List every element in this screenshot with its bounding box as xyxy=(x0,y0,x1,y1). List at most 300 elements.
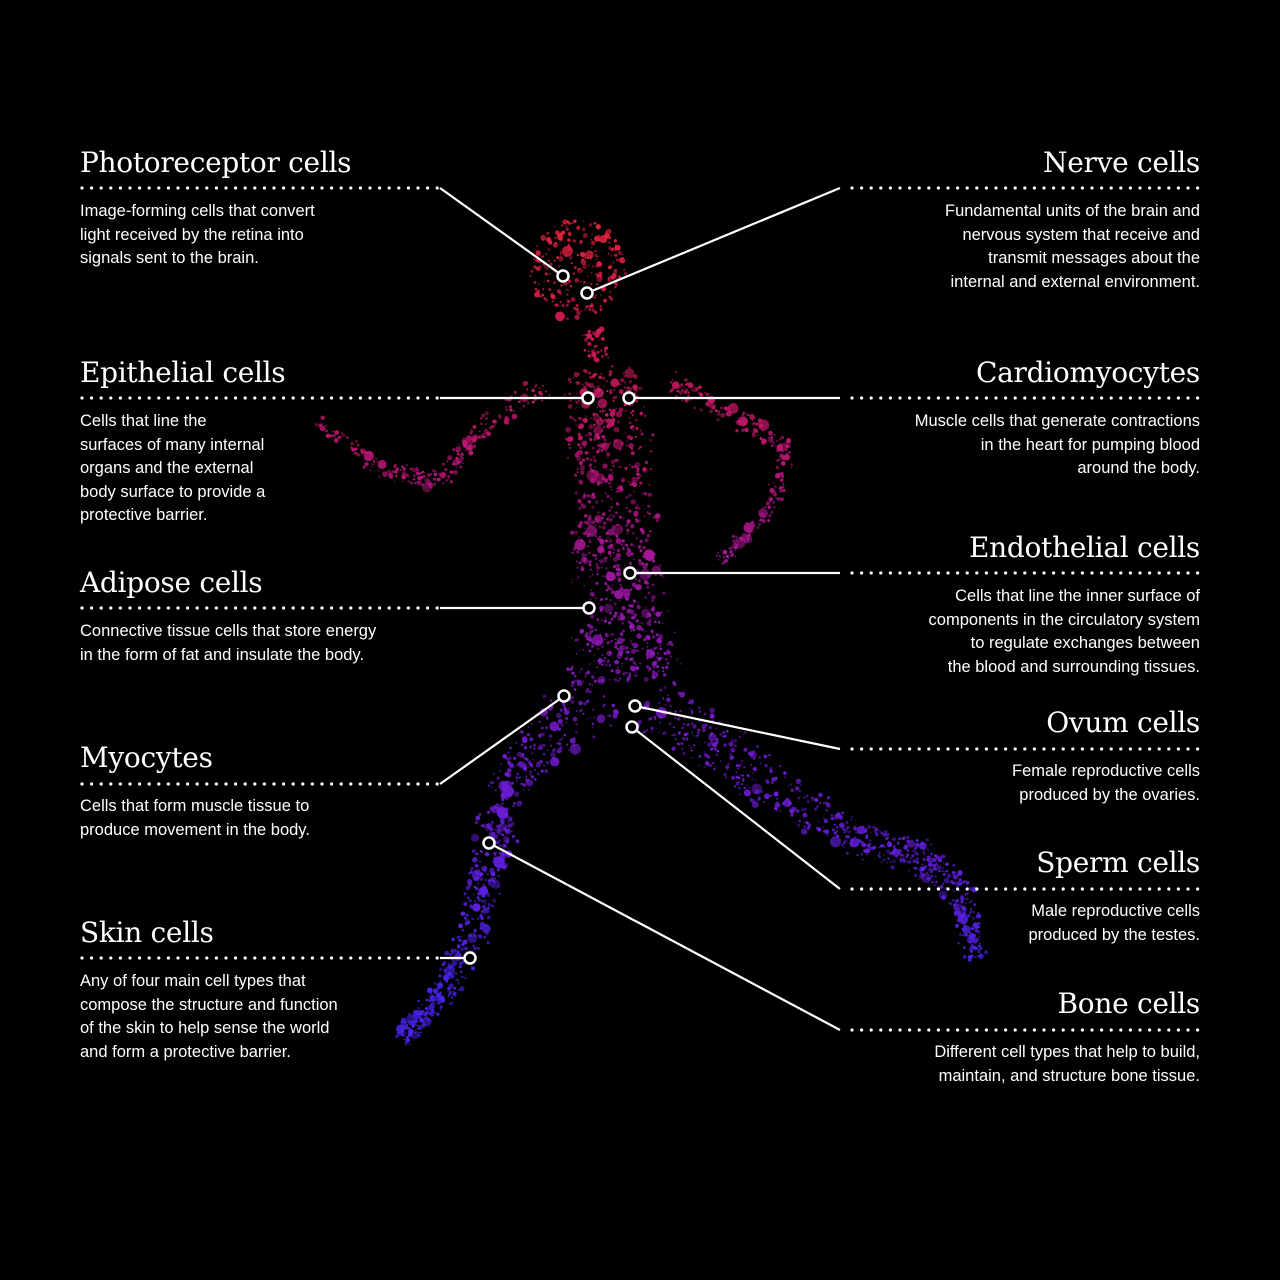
marker-ovum[interactable] xyxy=(630,701,641,712)
cell-particle xyxy=(684,378,687,381)
rule-dot xyxy=(870,747,873,750)
cell-particle xyxy=(883,859,885,861)
cell-particle xyxy=(504,772,508,776)
cell-particle xyxy=(617,667,619,669)
cell-particle xyxy=(537,761,540,764)
cell-particle xyxy=(849,841,852,844)
cell-particle xyxy=(568,378,571,381)
cell-particle xyxy=(577,254,579,256)
rule-dot xyxy=(407,782,410,785)
cell-particle xyxy=(652,606,655,609)
cell-particle xyxy=(601,637,602,638)
cell-particle xyxy=(614,612,617,615)
cell-particle xyxy=(384,466,386,468)
cell-particle xyxy=(617,680,619,682)
cell-particle xyxy=(501,793,507,799)
cell-particle xyxy=(651,434,654,437)
cell-particle xyxy=(574,737,576,739)
cell-particle xyxy=(607,518,610,521)
cell-particle xyxy=(467,896,470,899)
cell-particle xyxy=(955,903,957,905)
cell-particle xyxy=(459,962,462,965)
cell-particle xyxy=(654,621,656,623)
cell-particle xyxy=(604,558,606,560)
cell-particle xyxy=(487,892,489,894)
cell-particle xyxy=(608,278,612,282)
cell-particle xyxy=(650,727,654,731)
marker-epithelial[interactable] xyxy=(583,393,594,404)
cell-particle xyxy=(717,412,720,415)
cell-particle xyxy=(417,480,423,486)
cell-particle xyxy=(587,494,590,497)
cell-particle xyxy=(595,558,597,560)
cell-particle xyxy=(495,789,497,791)
cell-particle xyxy=(916,839,919,842)
cell-particle xyxy=(704,713,707,716)
cell-particle xyxy=(474,878,477,881)
label-title: Endothelial cells xyxy=(969,531,1200,564)
cell-particle xyxy=(474,908,476,910)
cell-particle xyxy=(600,553,602,555)
label-description: Cells that line the surfaces of many internal organs and the external body surface to provide a protective barrier. xyxy=(80,412,266,524)
cell-particle xyxy=(608,509,611,512)
rule-dot xyxy=(879,887,882,890)
cell-particle xyxy=(462,929,465,932)
cell-particle xyxy=(861,841,864,844)
rule-dot xyxy=(426,606,429,609)
cell-particle xyxy=(788,443,790,445)
cell-particle xyxy=(669,655,672,658)
cell-particle xyxy=(611,584,613,586)
cell-particle xyxy=(746,413,748,415)
cell-particle xyxy=(776,466,779,469)
cell-particle xyxy=(582,383,584,385)
cell-particle xyxy=(883,846,885,848)
cell-particle xyxy=(626,496,628,498)
cell-particle xyxy=(519,766,522,769)
cell-particle xyxy=(631,448,633,450)
cell-particle xyxy=(770,770,773,773)
cell-particle xyxy=(636,389,638,391)
cell-particle xyxy=(541,726,544,729)
cell-particle xyxy=(590,560,592,562)
cell-particle xyxy=(724,735,727,738)
marker-cardiomyocytes[interactable] xyxy=(624,393,635,404)
cell-particle xyxy=(585,635,587,637)
cell-particle xyxy=(922,864,924,866)
cell-particle xyxy=(757,434,759,436)
cell-particle xyxy=(484,429,488,433)
cell-particle xyxy=(953,890,955,892)
cell-particle xyxy=(637,625,639,627)
cell-particle xyxy=(709,749,711,751)
cell-particle xyxy=(428,1007,430,1009)
cell-particle xyxy=(577,381,581,385)
cell-particle xyxy=(596,261,602,267)
cell-particle xyxy=(956,885,958,887)
cell-particle xyxy=(681,742,684,745)
cell-particle xyxy=(632,532,635,535)
cell-particle xyxy=(589,625,593,629)
cell-particle xyxy=(574,266,577,269)
cell-particle xyxy=(573,307,576,310)
cell-particle xyxy=(611,618,614,621)
rule-dot xyxy=(918,747,921,750)
cell-particle xyxy=(651,595,656,600)
cell-particle xyxy=(514,391,516,393)
cell-particle xyxy=(526,388,528,390)
cell-particle xyxy=(609,441,611,443)
cell-particle xyxy=(959,883,962,886)
cell-particle xyxy=(838,815,843,820)
cell-particle xyxy=(605,233,607,235)
cell-particle xyxy=(482,883,484,885)
cell-particle xyxy=(480,417,483,420)
cell-particle xyxy=(566,722,568,724)
cell-particle xyxy=(929,864,931,866)
cell-particle xyxy=(486,941,489,944)
cell-particle xyxy=(770,511,774,515)
cell-particle xyxy=(621,622,624,625)
cell-particle xyxy=(801,809,803,811)
connector-photoreceptor xyxy=(440,188,563,276)
cell-particle xyxy=(554,748,556,750)
cell-particle xyxy=(627,519,631,523)
cell-particle xyxy=(638,387,641,390)
cell-particle xyxy=(516,777,518,779)
cell-particle xyxy=(634,514,637,517)
cell-particle xyxy=(637,602,639,604)
cell-particle xyxy=(656,647,658,649)
cell-particle xyxy=(545,267,548,270)
cell-particle xyxy=(594,654,596,656)
cell-particle xyxy=(500,816,505,821)
cell-particle xyxy=(534,769,536,771)
marker-nerve[interactable] xyxy=(582,288,593,299)
cell-particle xyxy=(791,467,792,468)
cell-particle xyxy=(578,373,580,375)
cell-particle xyxy=(584,338,588,342)
cell-particle xyxy=(686,724,688,726)
cell-particle xyxy=(947,874,951,878)
cell-particle xyxy=(543,735,545,737)
cell-particle xyxy=(626,507,628,509)
cell-particle xyxy=(785,447,788,450)
cell-particle xyxy=(588,432,592,436)
cell-particle xyxy=(578,507,581,510)
cell-particle xyxy=(580,465,585,470)
cell-particle xyxy=(772,501,775,504)
cell-particle xyxy=(636,666,639,669)
cell-particle xyxy=(592,456,595,459)
cell-particle xyxy=(935,856,937,858)
cell-particle xyxy=(583,702,586,705)
cell-particle xyxy=(746,538,749,541)
cell-particle xyxy=(696,735,698,737)
cell-particle xyxy=(596,666,598,668)
cell-particle xyxy=(624,596,626,598)
cell-particle xyxy=(631,451,635,455)
cell-particle xyxy=(589,515,591,517)
cell-particle xyxy=(814,807,817,810)
cell-particle xyxy=(659,564,661,566)
cell-particle xyxy=(767,796,769,798)
cell-particle xyxy=(461,943,465,947)
cell-particle xyxy=(458,444,460,446)
cell-particle xyxy=(580,538,582,540)
cell-particle xyxy=(714,748,717,751)
cell-particle xyxy=(472,849,476,853)
cell-particle xyxy=(960,894,963,897)
marker-bone[interactable] xyxy=(484,838,495,849)
cell-particle xyxy=(615,511,618,514)
cell-particle xyxy=(566,743,568,745)
cell-particle xyxy=(578,701,583,706)
marker-skin[interactable] xyxy=(465,953,476,964)
cell-particle xyxy=(799,790,801,792)
rule-dot xyxy=(388,396,391,399)
cell-particle xyxy=(976,913,981,918)
cell-particle xyxy=(774,802,780,808)
label-photoreceptor xyxy=(80,146,351,271)
rule-dot xyxy=(908,887,911,890)
cell-particle xyxy=(545,253,547,255)
cell-particle xyxy=(353,452,355,454)
cell-particle xyxy=(490,781,493,784)
cell-particle xyxy=(610,297,613,300)
cell-particle xyxy=(450,470,453,473)
cell-particle xyxy=(589,225,591,227)
cell-particle xyxy=(473,439,476,442)
cell-particle xyxy=(620,645,626,651)
cell-particle xyxy=(437,1002,440,1005)
label-sperm xyxy=(1028,846,1200,947)
cell-particle xyxy=(594,393,596,395)
cell-particle xyxy=(583,494,586,497)
rule-dot xyxy=(378,396,381,399)
cell-particle xyxy=(508,792,513,797)
cell-particle xyxy=(799,796,801,798)
rule-dot xyxy=(889,1028,892,1031)
cell-particle xyxy=(620,384,621,385)
cell-particle xyxy=(974,956,976,958)
cell-particle xyxy=(584,308,586,310)
marker-myocytes[interactable] xyxy=(559,691,570,702)
cell-particle xyxy=(614,254,617,257)
rule-dot xyxy=(388,186,391,189)
cell-particle xyxy=(440,980,442,982)
cell-particle xyxy=(622,539,625,542)
cell-particle xyxy=(325,425,327,427)
cell-particle xyxy=(939,856,942,859)
cell-particle xyxy=(627,548,630,551)
cell-particle xyxy=(608,551,612,555)
cell-particle xyxy=(472,857,478,863)
cell-particle xyxy=(606,583,608,585)
cell-particle xyxy=(591,272,592,273)
cell-particle xyxy=(566,299,567,300)
cell-particle xyxy=(579,417,583,421)
cell-particle xyxy=(464,977,466,979)
connector-sperm xyxy=(632,727,840,889)
label-description: Different cell types that help to build, maintain, and structure bone tissue. xyxy=(934,1043,1200,1085)
cell-particle xyxy=(531,765,533,767)
cell-particle xyxy=(707,765,709,767)
marker-adipose[interactable] xyxy=(584,603,595,614)
cell-particle xyxy=(817,821,819,823)
cell-particle xyxy=(738,782,739,783)
cell-particle xyxy=(584,528,586,530)
cell-particle xyxy=(528,726,530,728)
marker-photoreceptor[interactable] xyxy=(558,271,569,282)
rule-dot xyxy=(378,606,381,609)
cell-particle xyxy=(692,733,693,734)
rule-dot xyxy=(426,782,429,785)
cell-particle xyxy=(628,481,630,483)
marker-sperm[interactable] xyxy=(627,722,638,733)
cell-particle xyxy=(462,463,464,465)
cell-particle xyxy=(610,555,612,557)
cell-particle xyxy=(913,860,916,863)
cell-particle xyxy=(532,400,535,403)
cell-particle xyxy=(550,745,552,747)
cell-particle xyxy=(679,692,685,698)
rule-dot xyxy=(850,747,853,750)
cell-particle xyxy=(773,506,776,509)
cell-particle xyxy=(615,564,618,567)
cell-particle xyxy=(628,621,630,623)
cell-particle xyxy=(581,310,583,312)
cell-particle xyxy=(607,536,609,538)
cell-particle xyxy=(446,460,448,462)
cell-particle xyxy=(712,762,714,764)
cell-particle xyxy=(960,915,963,918)
cell-particle xyxy=(692,724,696,728)
cell-particle xyxy=(561,703,563,705)
cell-particle xyxy=(418,1025,420,1027)
cell-particle xyxy=(467,933,477,943)
cell-particle xyxy=(737,776,740,779)
cell-particle xyxy=(574,315,579,320)
cell-particle xyxy=(699,744,700,745)
cell-particle xyxy=(725,551,727,553)
cell-particle xyxy=(787,458,789,460)
rule-dot xyxy=(349,782,352,785)
cell-particle xyxy=(539,265,542,268)
cell-particle xyxy=(594,358,599,363)
cell-particle xyxy=(417,1007,418,1008)
cell-particle xyxy=(466,924,468,926)
cell-particle xyxy=(780,478,784,482)
cell-particle xyxy=(643,515,645,517)
cell-particle xyxy=(650,556,654,560)
cell-particle xyxy=(586,470,598,482)
cell-particle xyxy=(577,400,580,403)
cell-particle xyxy=(907,851,909,853)
cell-particle xyxy=(685,737,688,740)
cell-particle xyxy=(576,566,579,569)
marker-endothelial[interactable] xyxy=(625,568,636,579)
cell-particle xyxy=(978,945,981,948)
cell-particle xyxy=(521,743,524,746)
cell-particle xyxy=(654,660,657,663)
cell-particle xyxy=(594,332,599,337)
cell-particle xyxy=(437,982,444,989)
cell-particle xyxy=(609,664,611,666)
cell-particle xyxy=(667,610,669,612)
rule-dot xyxy=(975,887,978,890)
cell-particle xyxy=(730,552,732,554)
cell-particle xyxy=(743,748,747,752)
cell-particle xyxy=(489,806,494,811)
cell-particle xyxy=(499,414,501,416)
cell-particle xyxy=(482,885,487,890)
cell-particle xyxy=(846,852,849,855)
cell-particle xyxy=(536,250,541,255)
cell-particle xyxy=(975,925,977,927)
cell-particle xyxy=(709,409,713,413)
cell-particle xyxy=(474,900,476,902)
cell-particle xyxy=(464,947,467,950)
cell-particle xyxy=(610,469,612,471)
cell-particle xyxy=(957,942,960,945)
cell-particle xyxy=(592,735,595,738)
cell-particle xyxy=(489,832,491,834)
cell-particle xyxy=(582,228,586,232)
cell-particle xyxy=(696,387,699,390)
cell-particle xyxy=(588,500,591,503)
cell-particle xyxy=(705,761,710,766)
cell-particle xyxy=(536,245,537,246)
cell-particle xyxy=(568,244,570,246)
cell-particle xyxy=(617,421,620,424)
cell-particle xyxy=(429,482,432,485)
cell-particle xyxy=(599,308,602,311)
cell-particle xyxy=(584,349,587,352)
cell-particle xyxy=(789,446,791,448)
cell-particle xyxy=(600,373,602,375)
cell-particle xyxy=(644,415,646,417)
cell-particle xyxy=(646,586,649,589)
cell-particle xyxy=(592,447,595,450)
cell-particle xyxy=(581,566,583,568)
cell-particle xyxy=(767,501,769,503)
cell-particle xyxy=(610,486,612,488)
cell-particle xyxy=(780,497,784,501)
cell-particle xyxy=(605,492,607,494)
cell-particle xyxy=(605,231,608,234)
cell-particle xyxy=(675,738,677,740)
cell-particle xyxy=(594,466,596,468)
cell-particle xyxy=(592,726,594,728)
cell-particle xyxy=(442,482,445,485)
cell-particle xyxy=(628,443,633,448)
label-adipose xyxy=(80,566,376,667)
label-epithelial xyxy=(80,356,285,528)
cell-particle xyxy=(409,1043,411,1045)
cell-particle xyxy=(540,744,542,746)
cell-particle xyxy=(420,476,423,479)
cell-particle xyxy=(334,438,339,443)
cell-particle xyxy=(487,873,489,875)
rule-dot xyxy=(850,186,853,189)
cell-particle xyxy=(545,390,547,392)
cell-particle xyxy=(543,281,545,283)
cell-particle xyxy=(617,504,619,506)
label-description: Cells that form muscle tissue to produce movement in the body. xyxy=(80,797,310,839)
cell-particle xyxy=(595,524,597,526)
cell-particle xyxy=(603,660,606,663)
